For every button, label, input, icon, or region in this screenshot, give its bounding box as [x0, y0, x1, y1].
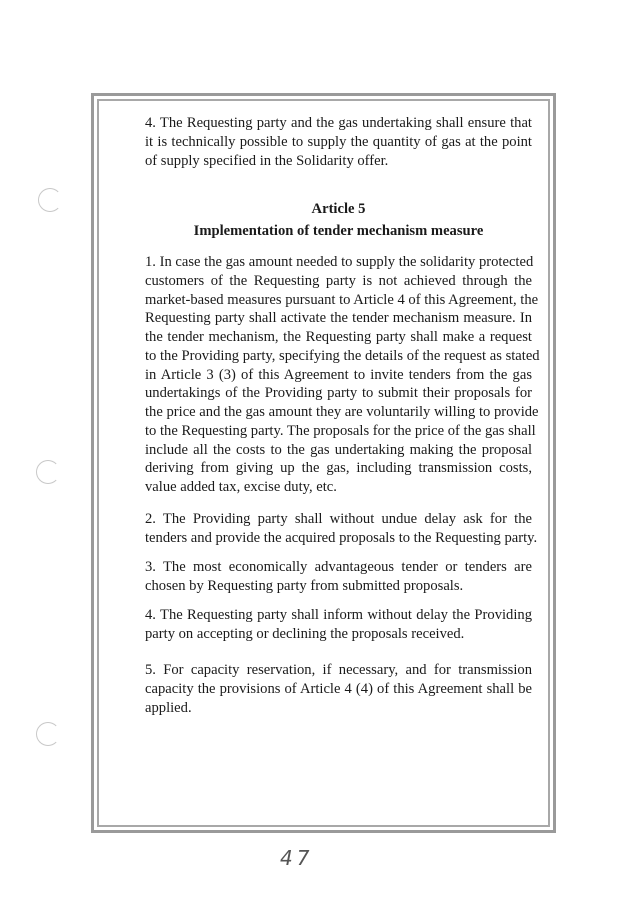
paragraph-4	[145, 606, 532, 644]
paragraph-5	[145, 661, 532, 718]
punch-hole-mark	[38, 188, 62, 212]
text-line: market-based measures pursuant to Article 4 of this Agreement, the	[145, 291, 539, 308]
text-line: party on accepting or declining the proposals received.	[145, 626, 465, 642]
punch-hole-mark	[36, 722, 60, 746]
text-line: 1. In case the gas amount needed to supply the solidarity protected	[145, 254, 534, 270]
text-line: 3. The most economically advantageous tender or tenders are	[145, 559, 532, 575]
text-line: of supply specified in the Solidarity offer.	[145, 153, 389, 169]
text-line: tenders and provide the acquired proposals to the Requesting party.	[145, 530, 538, 546]
text-line: value added tax, excise duty, etc.	[145, 479, 337, 495]
text-line: to the Providing party, specifying the details of the request as stated	[145, 347, 540, 364]
text-line: applied.	[145, 700, 192, 716]
text-line: the tender mechanism, the Requesting party shall make a request	[145, 329, 532, 345]
text-line: Requesting party shall activate the tender mechanism measure. In	[145, 310, 532, 327]
article-number: Article 5	[311, 201, 366, 217]
article-title: Implementation of tender mechanism measure	[193, 223, 484, 239]
punch-hole-mark	[36, 460, 60, 484]
text-line: to the Requesting party. The proposals for the price of the gas shall	[145, 422, 536, 439]
text-line: it is technically possible to supply the quantity of gas at the point	[145, 134, 532, 150]
text-line: chosen by Requesting party from submitted proposals.	[145, 578, 464, 594]
text-line: customers of the Requesting party is not achieved through the	[145, 272, 532, 289]
text-line: 2. The Providing party shall without undue delay ask for the	[145, 511, 532, 527]
paragraph-2	[145, 510, 538, 548]
paragraph-3	[145, 558, 532, 596]
text-line: undertakings of the Providing party to submit their proposals for	[145, 385, 532, 402]
text-line: capacity the provisions of Article 4 (4) of this Agreement shall be	[145, 681, 532, 697]
text-line: the price and the gas amount they are voluntarily willing to provide	[145, 404, 539, 420]
text-line: 5. For capacity reservation, if necessary, and for transmission	[145, 662, 532, 678]
text-line: include all the costs to the gas undertaking making the proposal	[145, 441, 532, 458]
text-line: 4. The Requesting party shall inform without delay the Providing	[145, 607, 532, 623]
text-line: 4. The Requesting party and the gas undertaking shall ensure that	[145, 115, 532, 131]
paragraph-1	[145, 253, 540, 497]
text-line: deriving from giving up the gas, including transmission costs,	[145, 460, 532, 477]
text-line: in Article 3 (3) of this Agreement to invite tenders from the gas	[145, 366, 532, 383]
handwritten-page-number: 47	[280, 846, 314, 870]
paragraph-previous-4	[145, 114, 532, 171]
